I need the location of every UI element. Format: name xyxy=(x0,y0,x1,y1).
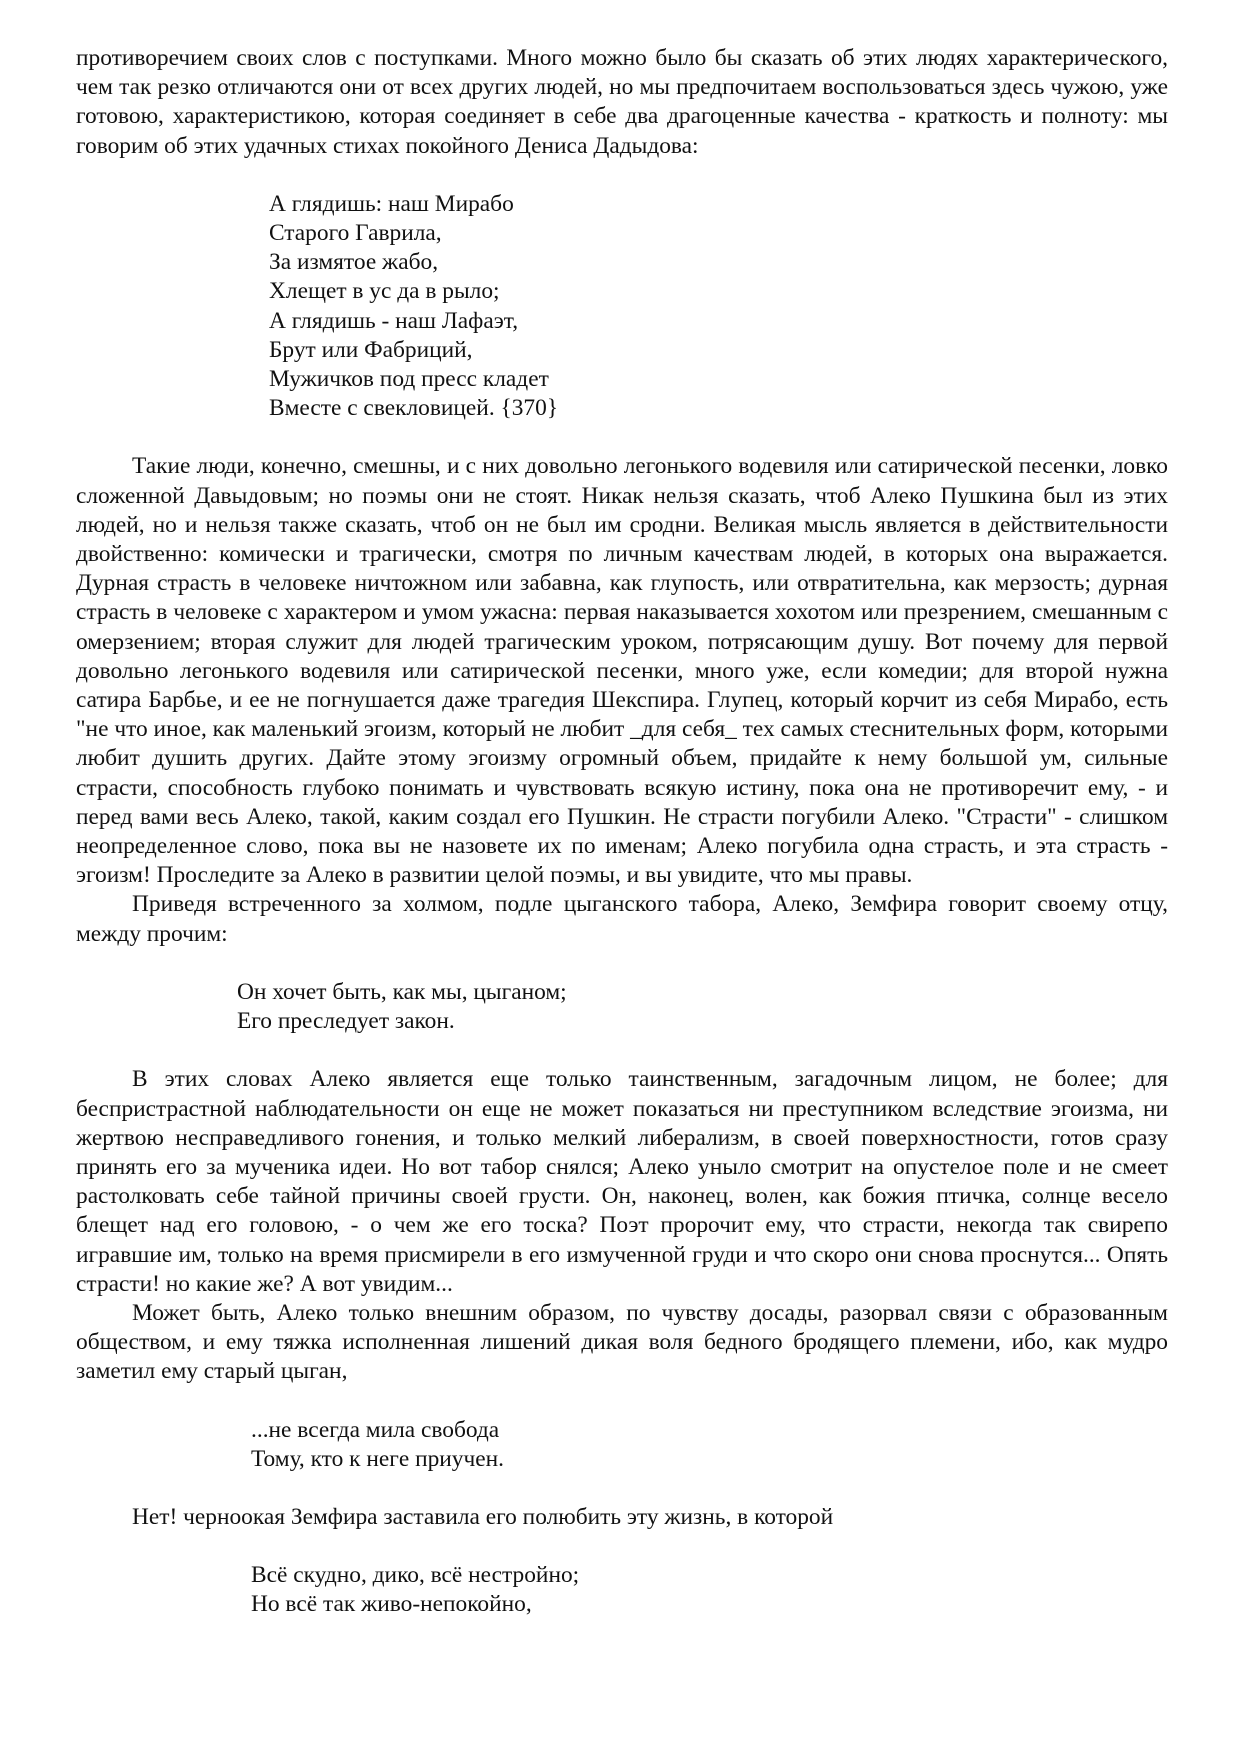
document-page xyxy=(76,44,1168,1620)
verse-block-2 xyxy=(237,978,1168,1036)
paragraph-3: Приведя встреченного за холмом, подле цыганского табора, Алеко, Земфира говорит своему отцу, между прочим: xyxy=(76,891,1168,947)
verse-line: Брут или Фабриций, xyxy=(269,336,473,363)
verse-block-1 xyxy=(269,190,1168,424)
verse-line: А глядишь - наш Лафаэт, xyxy=(269,307,519,334)
verse-line: ...не всегда мила свобода xyxy=(251,1416,500,1443)
paragraph-5: Может быть, Алеко только внешним образом, по чувству досады, разорвал связи с образованным обществом, и ему тяжка исполненная лишений дикая воля бедного бродящего племени, ибо, как мудро заметил ему старый цыган, xyxy=(76,1299,1168,1385)
verse-line: Но всё так живо-непокойно, xyxy=(251,1591,532,1618)
verse-line: Мужичков под пресс кладет xyxy=(269,366,549,393)
verse-block-3 xyxy=(251,1416,1168,1474)
verse-line: За измятое жабо, xyxy=(269,249,439,276)
paragraph-4: В этих словах Алеко является еще только таинственным, загадочным лицом, не более; для беспристрастной наблюдательности он еще не может показаться ни преступником вследствие эгоизма, ни жертвою несправедливого гонения, и только мелкий либерализм, в своей поверхностности, готов сразу принять его за мученика идеи. Но вот табор снялся; Алеко уныло смотрит на опустелое поле и не смеет растолковать себе тайной причины своей грусти. Он, наконец, волен, как божия птичка, солнце весело блещет над его головою, - о чем же его тоска? Поэт пророчит ему, что страсти, некогда так свирепо игравшие им, только на время присмирели в его измученной груди и что скоро они снова проснутся... Опять страсти! но какие же? А вот увидим... xyxy=(76,1066,1168,1297)
paragraph-1: противоречием своих слов с поступками. Много можно было бы сказать об этих людях характерического, чем так резко отличаются они от всех других людей, но мы предпочитаем воспользоваться здесь чужою, уже готовою, характеристикою, которая соединяет в себе два драгоценные качества - краткость и полноту: мы говорим об этих удачных стихах покойного Дениса Дадыдова: xyxy=(76,45,1168,159)
verse-line: Он хочет быть, как мы, цыганом; xyxy=(237,978,567,1005)
verse-line: Хлещет в ус да в рыло; xyxy=(269,278,500,305)
verse-line: Вместе с свекловицей. {370} xyxy=(269,395,559,422)
paragraph-2: Такие люди, конечно, смешны, и с них довольно легонького водевиля или сатирической песенки, ловко сложенной Давыдовым; но поэмы они не стоят. Никак нельзя сказать, чтоб Алеко Пушкина был из этих людей, но и нельзя также сказать, чтоб он не был им сродни. Великая мысль является в действительности двойственно: комически и трагически, смотря по личным качествам людей, в которых она выражается. Дурная страсть в человеке ничтожном или забавна, как глупость, или отвратительна, как мерзость; дурная страсть в человеке с характером и умом ужасна: первая наказывается хохотом или презрением, смешанным с омерзением; вторая служит для людей трагическим уроком, потрясающим душу. Вот почему для первой довольно легонького водевиля или сатирической песенки, много уже, если комедии; для второй нужна сатира Барбье, и ее не погнушается даже трагедия Шекспира. Глупец, который корчит из себя Мирабо, есть "не что иное, как маленький эгоизм, который не любит _для себя_ тех самых стеснительных форм, которыми любит душить других. Дайте этому эгоизму огромный объем, придайте к нему большой ум, сильные страсти, способность глубоко понимать и чувствовать всякую истину, пока она не противоречит ему, - и перед вами весь Алеко, такой, каким создал его Пушкин. Не страсти погубили Алеко. "Страсти" - слишком неопределенное слово, пока вы не назовете их по именам; Алеко погубила одна страсть, и эта страсть - эгоизм! Проследите за Алеко в развитии целой поэмы, и вы увидите, что мы правы. xyxy=(76,453,1168,889)
verse-line: Всё скудно, дико, всё нестройно; xyxy=(251,1562,580,1589)
verse-block-4 xyxy=(251,1561,1168,1619)
verse-line: Его преследует закон. xyxy=(237,1008,455,1035)
verse-line: А глядишь: наш Мирабо xyxy=(269,190,514,217)
paragraph-6: Нет! черноокая Земфира заставила его полюбить эту жизнь, в которой xyxy=(132,1503,834,1530)
verse-line: Тому, кто к негe приучен. xyxy=(251,1445,505,1472)
verse-line: Старого Гаврила, xyxy=(269,220,442,247)
